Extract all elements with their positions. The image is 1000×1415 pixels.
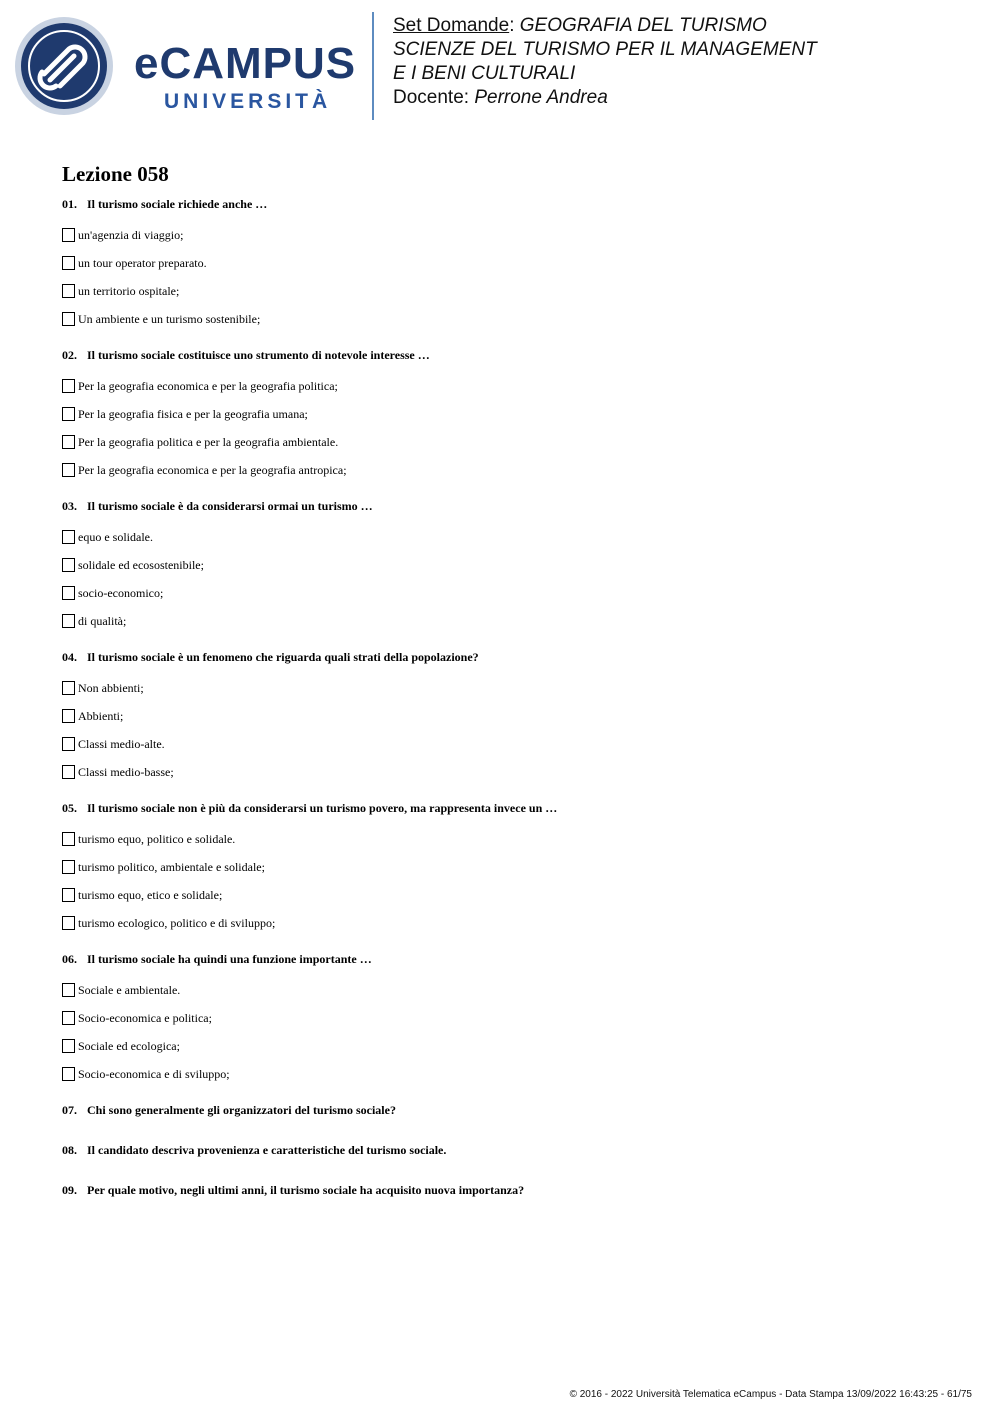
- answer-checkbox[interactable]: [62, 228, 75, 242]
- answer-option[interactable]: [62, 551, 962, 579]
- page-footer: © 2016 - 2022 Università Telematica eCampus - Data Stampa 13/09/2022 16:43:25 - 61/75: [569, 1389, 972, 1400]
- answer-checkbox[interactable]: [62, 463, 75, 477]
- answer-label: Sociale e ambientale.: [78, 982, 181, 997]
- question-item: [62, 951, 962, 1088]
- answer-option[interactable]: [62, 372, 962, 400]
- course-header: [393, 14, 817, 110]
- answer-checkbox[interactable]: [62, 983, 75, 997]
- answer-checkbox[interactable]: [62, 407, 75, 421]
- answer-label: Sociale ed ecologica;: [78, 1038, 180, 1053]
- question-item: [62, 498, 962, 635]
- answer-label: Classi medio-alte.: [78, 736, 165, 751]
- set-separator: :: [509, 15, 520, 36]
- answer-option[interactable]: [62, 976, 962, 1004]
- question-heading: [62, 196, 962, 212]
- question-text: Il turismo sociale ha quindi una funzione importante …: [87, 952, 372, 966]
- question-text: Il turismo sociale non è più da considerarsi un turismo povero, ma rappresenta invece un …: [87, 801, 558, 815]
- teacher-label: Docente:: [393, 87, 475, 108]
- answer-checkbox[interactable]: [62, 256, 75, 270]
- answer-checkbox[interactable]: [62, 709, 75, 723]
- teacher-name: Perrone Andrea: [474, 87, 608, 108]
- answer-checkbox[interactable]: [62, 1039, 75, 1053]
- answer-label: un territorio ospitale;: [78, 283, 180, 298]
- answer-option[interactable]: [62, 221, 962, 249]
- answer-checkbox[interactable]: [62, 614, 75, 628]
- answer-label: turismo equo, etico e solidale;: [78, 887, 223, 902]
- question-text: Il turismo sociale richiede anche …: [87, 197, 268, 211]
- answer-option[interactable]: [62, 579, 962, 607]
- question-number: 07.: [62, 1103, 77, 1117]
- answer-options: [62, 976, 962, 1088]
- answer-checkbox[interactable]: [62, 860, 75, 874]
- question-heading: [62, 800, 962, 816]
- question-number: 08.: [62, 1143, 77, 1157]
- answer-option[interactable]: [62, 400, 962, 428]
- course-line: [393, 14, 817, 38]
- answer-checkbox[interactable]: [62, 586, 75, 600]
- answer-checkbox[interactable]: [62, 765, 75, 779]
- answer-options: [62, 523, 962, 635]
- answer-option[interactable]: [62, 1060, 962, 1088]
- answer-label: Per la geografia economica e per la geografia politica;: [78, 378, 338, 393]
- answer-option[interactable]: [62, 853, 962, 881]
- question-item: [62, 649, 962, 786]
- answer-label: Classi medio-basse;: [78, 764, 174, 779]
- answer-label: Abbienti;: [78, 708, 124, 723]
- answer-option[interactable]: [62, 730, 962, 758]
- answer-option[interactable]: [62, 607, 962, 635]
- answer-label: Un ambiente e un turismo sostenibile;: [78, 311, 261, 326]
- set-label: Set Domande: [393, 15, 510, 36]
- answer-label: di qualità;: [78, 613, 127, 628]
- answer-checkbox[interactable]: [62, 681, 75, 695]
- answer-options: [62, 221, 962, 333]
- question-number: 06.: [62, 952, 77, 966]
- question-heading: [62, 649, 962, 665]
- answer-option[interactable]: [62, 881, 962, 909]
- question-heading: [62, 498, 962, 514]
- answer-checkbox[interactable]: [62, 737, 75, 751]
- question-heading: [62, 347, 962, 363]
- question-text: Il turismo sociale costituisce uno strumento di notevole interesse …: [87, 348, 430, 362]
- answer-checkbox[interactable]: [62, 530, 75, 544]
- answer-option[interactable]: [62, 909, 962, 937]
- teacher-line: [393, 86, 817, 110]
- ecampus-logo: [14, 14, 359, 120]
- question-heading: [62, 951, 962, 967]
- question-heading: [62, 1102, 962, 1118]
- answer-label: Per la geografia politica e per la geografia ambientale.: [78, 434, 339, 449]
- answer-options: [62, 825, 962, 937]
- answer-option[interactable]: [62, 523, 962, 551]
- question-number: 05.: [62, 801, 77, 815]
- question-heading: [62, 1142, 962, 1158]
- degree-line-2: E I BENI CULTURALI: [393, 63, 576, 84]
- question-item: [62, 1142, 962, 1158]
- question-number: 09.: [62, 1183, 77, 1197]
- question-number: 01.: [62, 197, 77, 211]
- course-title: GEOGRAFIA DEL TURISMO: [519, 15, 767, 36]
- question-item: [62, 1102, 962, 1118]
- answer-option[interactable]: [62, 758, 962, 786]
- answer-label: turismo ecologico, politico e di sviluppo;: [78, 915, 276, 930]
- answer-label: turismo equo, politico e solidale.: [78, 831, 236, 846]
- answer-option[interactable]: [62, 825, 962, 853]
- question-number: 02.: [62, 348, 77, 362]
- question-item: [62, 196, 962, 333]
- answer-checkbox[interactable]: [62, 435, 75, 449]
- question-item: [62, 800, 962, 937]
- answer-options: [62, 372, 962, 484]
- question-text: Chi sono generalmente gli organizzatori del turismo sociale?: [87, 1103, 396, 1117]
- header-divider: [372, 12, 374, 120]
- answer-option[interactable]: [62, 456, 962, 484]
- answer-checkbox[interactable]: [62, 284, 75, 298]
- brand-name: eCAMPUS: [134, 39, 357, 88]
- answer-option[interactable]: [62, 674, 962, 702]
- answer-checkbox[interactable]: [62, 832, 75, 846]
- question-item: [62, 347, 962, 484]
- answer-label: Socio-economica e politica;: [78, 1010, 212, 1025]
- answer-option[interactable]: [62, 1032, 962, 1060]
- question-item: [62, 1182, 962, 1198]
- answer-label: Socio-economica e di sviluppo;: [78, 1066, 230, 1081]
- question-number: 03.: [62, 499, 77, 513]
- answer-options: [62, 674, 962, 786]
- question-text: Il turismo sociale è da considerarsi ormai un turismo …: [87, 499, 373, 513]
- answer-checkbox[interactable]: [62, 1011, 75, 1025]
- answer-option[interactable]: [62, 1004, 962, 1032]
- answer-label: solidale ed ecosostenibile;: [78, 557, 204, 572]
- answer-label: un'agenzia di viaggio;: [78, 227, 184, 242]
- answer-checkbox[interactable]: [62, 558, 75, 572]
- answer-option[interactable]: [62, 428, 962, 456]
- question-text: Per quale motivo, negli ultimi anni, il turismo sociale ha acquisito nuova importanza?: [87, 1183, 525, 1197]
- answer-checkbox[interactable]: [62, 379, 75, 393]
- answer-checkbox[interactable]: [62, 312, 75, 326]
- answer-option[interactable]: [62, 249, 962, 277]
- answer-checkbox[interactable]: [62, 1067, 75, 1081]
- question-number: 04.: [62, 650, 77, 664]
- answer-checkbox[interactable]: [62, 888, 75, 902]
- answer-label: turismo politico, ambientale e solidale;: [78, 859, 265, 874]
- question-text: Il turismo sociale è un fenomeno che riguarda quali strati della popolazione?: [87, 650, 479, 664]
- lesson-title: Lezione 058: [62, 162, 169, 186]
- answer-label: Per la geografia economica e per la geografia antropica;: [78, 462, 347, 477]
- question-list: [62, 196, 962, 1222]
- answer-label: Non abbienti;: [78, 680, 144, 695]
- brand-subtitle: UNIVERSITÀ: [164, 90, 332, 113]
- question-heading: [62, 1182, 962, 1198]
- degree-line-1: SCIENZE DEL TURISMO PER IL MANAGEMENT: [393, 39, 817, 60]
- answer-option[interactable]: [62, 305, 962, 333]
- answer-label: Per la geografia fisica e per la geografia umana;: [78, 406, 308, 421]
- question-text: Il candidato descriva provenienza e caratteristiche del turismo sociale.: [87, 1143, 447, 1157]
- answer-label: equo e solidale.: [78, 529, 153, 544]
- answer-option[interactable]: [62, 702, 962, 730]
- answer-label: socio-economico;: [78, 585, 164, 600]
- answer-option[interactable]: [62, 277, 962, 305]
- answer-checkbox[interactable]: [62, 916, 75, 930]
- answer-label: un tour operator preparato.: [78, 255, 207, 270]
